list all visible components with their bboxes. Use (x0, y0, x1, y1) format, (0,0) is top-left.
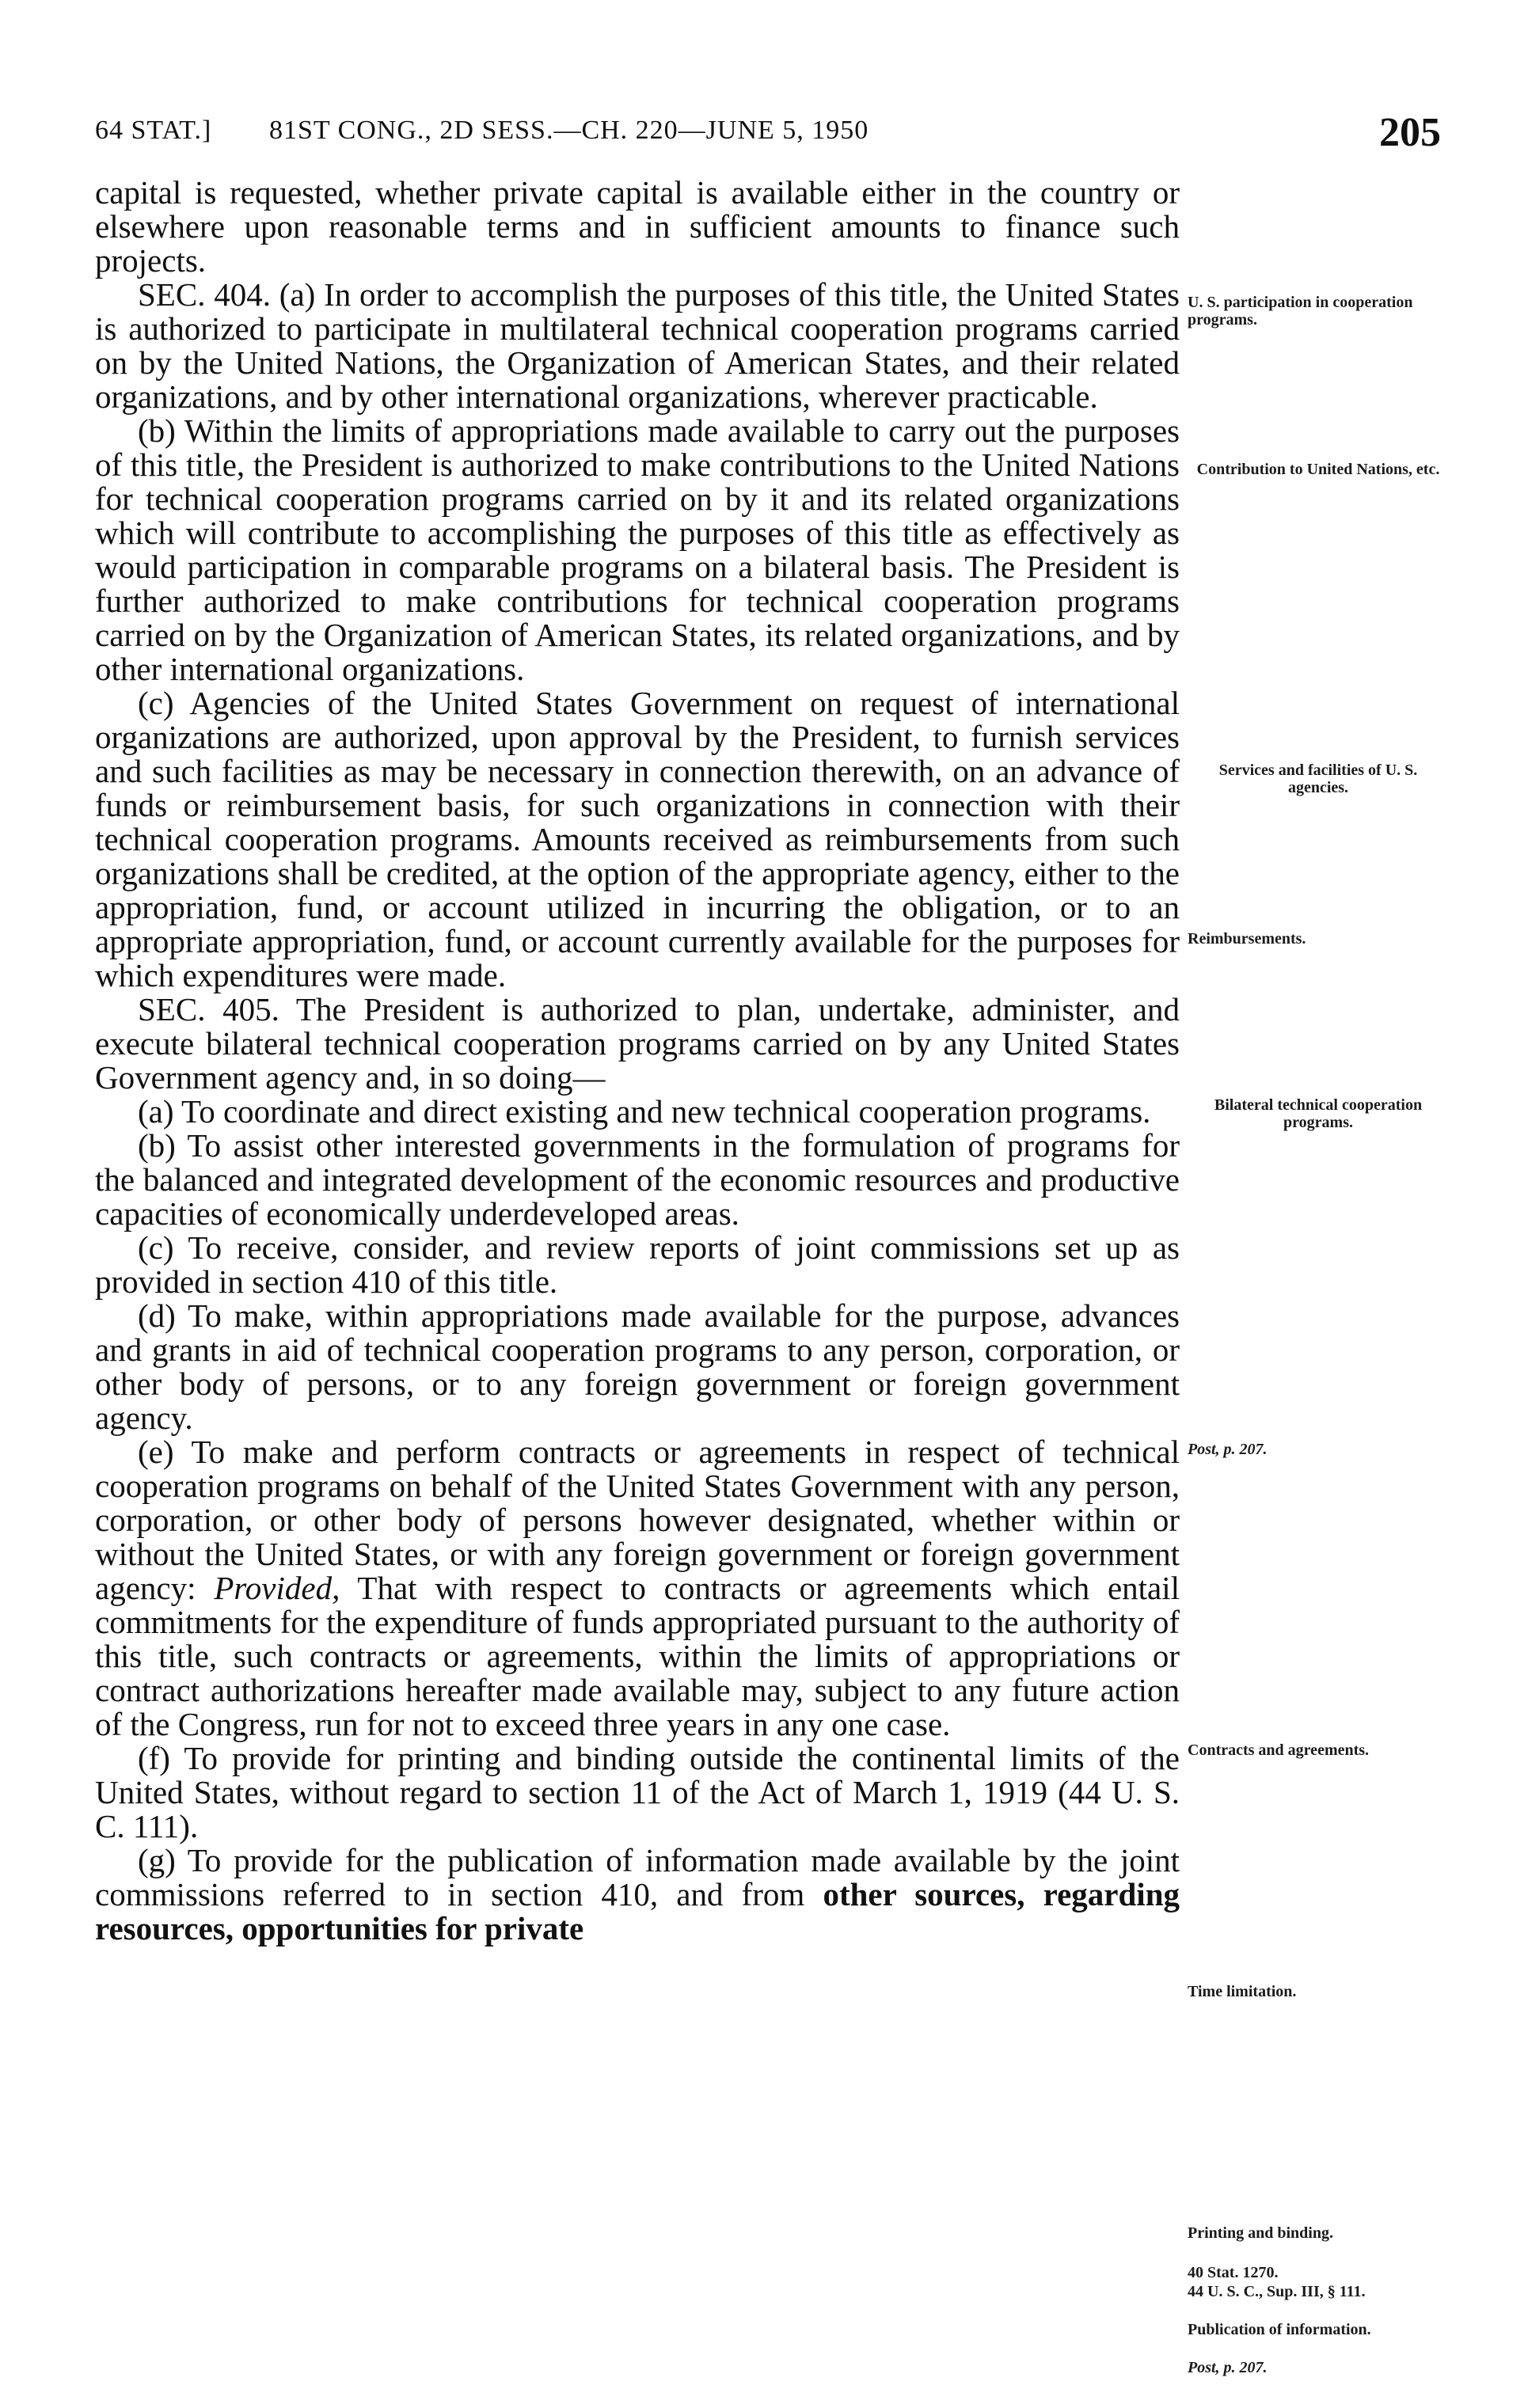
paragraph-sec-405: SEC. 405. The President is authorized to plan, undertake, administer, and execute bilateral technical cooperation programs carried on by any United States Government agency and, in so doing— (95, 991, 1180, 1096)
margin-note-publication: Publication of information. (1188, 2321, 1371, 2338)
margin-note-printing: Printing and binding. (1188, 2224, 1333, 2242)
margin-note-participation: U. S. participation in cooperation programs. (1188, 294, 1413, 329)
margin-note-time-limitation: Time limitation. (1188, 1983, 1297, 2000)
section-label: SEC. 404. (138, 276, 271, 313)
paragraph-sec-405-g: (g) To provide for the publication of information made available by the joint commissions referred to in section 410, and from other sources, regarding resources, opportunities for private (95, 1842, 1180, 1947)
margin-note-stat: 40 Stat. 1270. (1188, 2264, 1279, 2281)
section-label: SEC. 405. (138, 991, 279, 1027)
margin-note-contracts: Contracts and agreements. (1188, 1741, 1370, 1759)
provided-italic: Provided, (214, 1570, 340, 1606)
statute-volume: 64 STAT.] (95, 116, 212, 145)
margin-note-contribution: Contribution to United Nations, etc. (1196, 461, 1440, 478)
paragraph-continuation: capital is requested, whether private capital is available either in the country or elsewhere upon reasonable terms and in sufficient amounts to finance such projects. (95, 174, 1180, 279)
paragraph-sec-404-c: (c) Agencies of the United States Government on request of international organizations are authorized, upon approval by the President, to furnish services and such facilities as may be necessary in connection therewith, on an advance of funds or reimbursement basis, for such organizations in connection with their technical cooperation programs. Amounts received as reimbursements from such organizations shall be credited, at the option of the appropriate agency, either to the appropriation, fund, or account utilized in incurring the obligation, or to an appropriate appropriation, fund, or account currently available for the purposes for which expenditures were made. (95, 685, 1180, 993)
margin-note-post-207-a: Post, p. 207. (1188, 1441, 1268, 1458)
paragraph-sec-404-a: SEC. 404. (a) In order to accomplish the purposes of this title, the United States is authorized to participate in multilateral technical cooperation programs carried on by the United Nations, the Organization of American States, and their related organizations, and by other international organizations, wherever practicable. (95, 276, 1180, 415)
margin-note-usc: 44 U. S. C., Sup. III, § 111. (1188, 2283, 1366, 2300)
body-text (95, 176, 1180, 1946)
margin-note-post-207-b: Post, p. 207. (1188, 2359, 1268, 2376)
margin-note-reimbursements: Reimbursements. (1188, 930, 1306, 948)
paragraph-sec-405-c: (c) To receive, consider, and review reports of joint commissions set up as provided in section 410 of this title. (95, 1229, 1180, 1300)
paragraph-sec-405-d: (d) To make, within appropriations made available for the purpose, advances and grants in aid of technical cooperation programs to any person, corporation, or other body of persons, or to any foreign government or foreign government agency. (95, 1297, 1180, 1436)
paragraph-sec-405-f: (f) To provide for printing and binding outside the continental limits of the United States, without regard to section 11 of the Act of March 1, 1919 (44 U. S. C. 111). (95, 1740, 1180, 1844)
margin-note-services: Services and facilities of U. S. agencies. (1218, 762, 1418, 796)
page-number: 205 (1379, 110, 1441, 155)
paragraph-sec-405-b: (b) To assist other interested governments in the formulation of programs for the balanced and integrated development of the economic resources and productive capacities of economically underdeveloped areas. (95, 1127, 1180, 1232)
paragraph-sec-404-b: (b) Within the limits of appropriations made available to carry out the purposes of this title, the President is authorized to make contributions to the United Nations for technical cooperation programs carried on by it and its related organizations which will contribute to accomplishing the purposes of this title as effectively as would participation in comparable programs on a bilateral basis. The President is further authorized to make contributions for technical cooperation programs carried on by the Organization of American States, its related organizations, and by other international organizations. (95, 412, 1180, 687)
margin-note-bilateral: Bilateral technical cooperation programs. (1214, 1096, 1423, 1131)
session-chapter-date: 81ST CONG., 2D SESS.—CH. 220—JUNE 5, 1950 (269, 116, 869, 145)
paragraph-sec-405-e: (e) To make and perform contracts or agreements in respect of technical cooperation programs on behalf of the United States Government with any person, corporation, or other body of persons however designated, whether within or without the United States, or with any foreign government or foreign government agency: Provided, That with respect to contracts or agreements which entail commitments for the expenditure of funds appropriated pursuant to the authority of this title, such contracts or agreements, within the limits of appropriations or contract authorizations hereafter made available may, subject to any future action of the Congress, run for not to exceed three years in any one case. (95, 1434, 1180, 1742)
paragraph-sec-405-a: (a) To coordinate and direct existing and new technical cooperation programs. (138, 1093, 1151, 1130)
page-header (95, 110, 1441, 163)
